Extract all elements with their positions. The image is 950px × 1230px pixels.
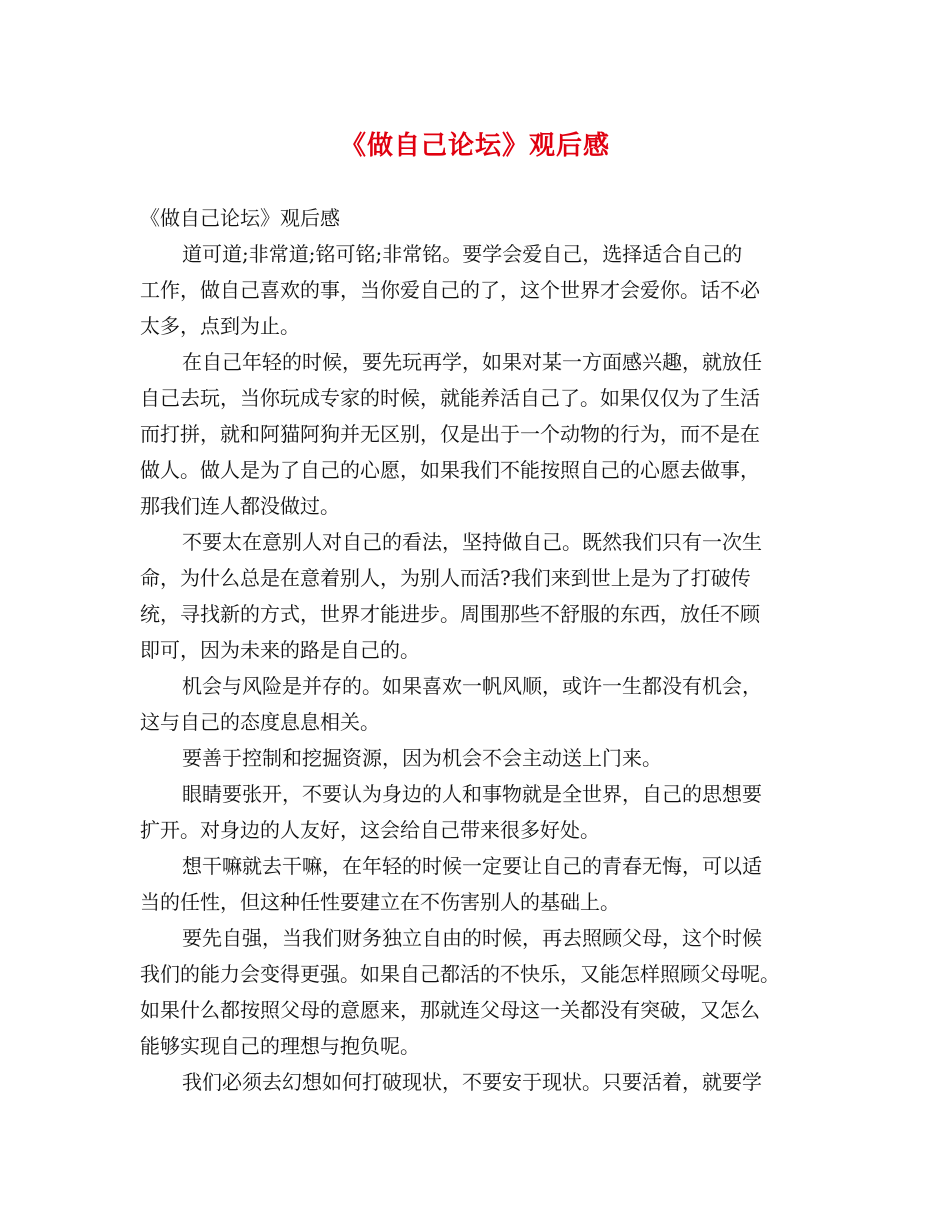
paragraph-line: 我们必须去幻想如何打破现状，不要安于现状。只要活着，就要学 — [182, 1070, 762, 1094]
paragraph-line: 要善于控制和挖掘资源，因为机会不会主动送上门来。 — [182, 746, 662, 770]
paragraph-line: 自己去玩，当你玩成专家的时候，就能养活自己了。如果仅仅为了生活 — [140, 386, 760, 410]
document-body — [140, 200, 820, 1100]
paragraph-line: 我们的能力会变得更强。如果自己都活的不快乐，又能怎样照顾父母呢。 — [140, 962, 780, 986]
paragraph-line: 当的任性，但这种任性要建立在不伤害别人的基础上。 — [140, 890, 620, 914]
paragraph-line: 工作，做自己喜欢的事，当你爱自己的了，这个世界才会爱你。话不必 — [140, 278, 760, 302]
paragraph-line: 即可，因为未来的路是自己的。 — [140, 638, 420, 662]
paragraph-line: 机会与风险是并存的。如果喜欢一帆风顺，或许一生都没有机会， — [182, 674, 762, 698]
paragraph-line: 统，寻找新的方式，世界才能进步。周围那些不舒服的东西，放任不顾 — [140, 602, 760, 626]
paragraph-line: 眼睛要张开，不要认为身边的人和事物就是全世界，自己的思想要 — [182, 782, 762, 806]
paragraph-line: 要先自强，当我们财务独立自由的时候，再去照顾父母，这个时候 — [182, 926, 762, 950]
paragraph-line: 做人。做人是为了自己的心愿，如果我们不能按照自己的心愿去做事， — [140, 458, 760, 482]
paragraph-line: 想干嘛就去干嘛，在年轻的时候一定要让自己的青春无悔，可以适 — [182, 854, 762, 878]
paragraph-line: 不要太在意别人对自己的看法，坚持做自己。既然我们只有一次生 — [182, 530, 762, 554]
paragraph-line: 而打拼，就和阿猫阿狗并无区别，仅是出于一个动物的行为，而不是在 — [140, 422, 760, 446]
paragraph-line: 如果什么都按照父母的意愿来，那就连父母这一关都没有突破，又怎么 — [140, 998, 760, 1022]
paragraph-line: 能够实现自己的理想与抱负呢。 — [140, 1034, 420, 1058]
document-title: 《做自己论坛》观后感 — [339, 131, 610, 161]
paragraph-line: 这与自己的态度息息相关。 — [140, 710, 380, 734]
paragraph-line: 那我们连人都没做过。 — [140, 494, 340, 518]
paragraph-line: 扩开。对身边的人友好，这会给自己带来很多好处。 — [140, 818, 600, 842]
paragraph-line: 命，为什么总是在意着别人，为别人而活?我们来到世上是为了打破传 — [140, 566, 751, 590]
paragraph-line: 在自己年轻的时候，要先玩再学，如果对某一方面感兴趣，就放任 — [182, 350, 762, 374]
paragraph-line: 太多，点到为止。 — [140, 314, 300, 338]
paragraph-line: 道可道;非常道;铭可铭;非常铭。要学会爱自己，选择适合自己的 — [182, 242, 743, 266]
subtitle-line: 《做自己论坛》观后感 — [140, 206, 340, 230]
